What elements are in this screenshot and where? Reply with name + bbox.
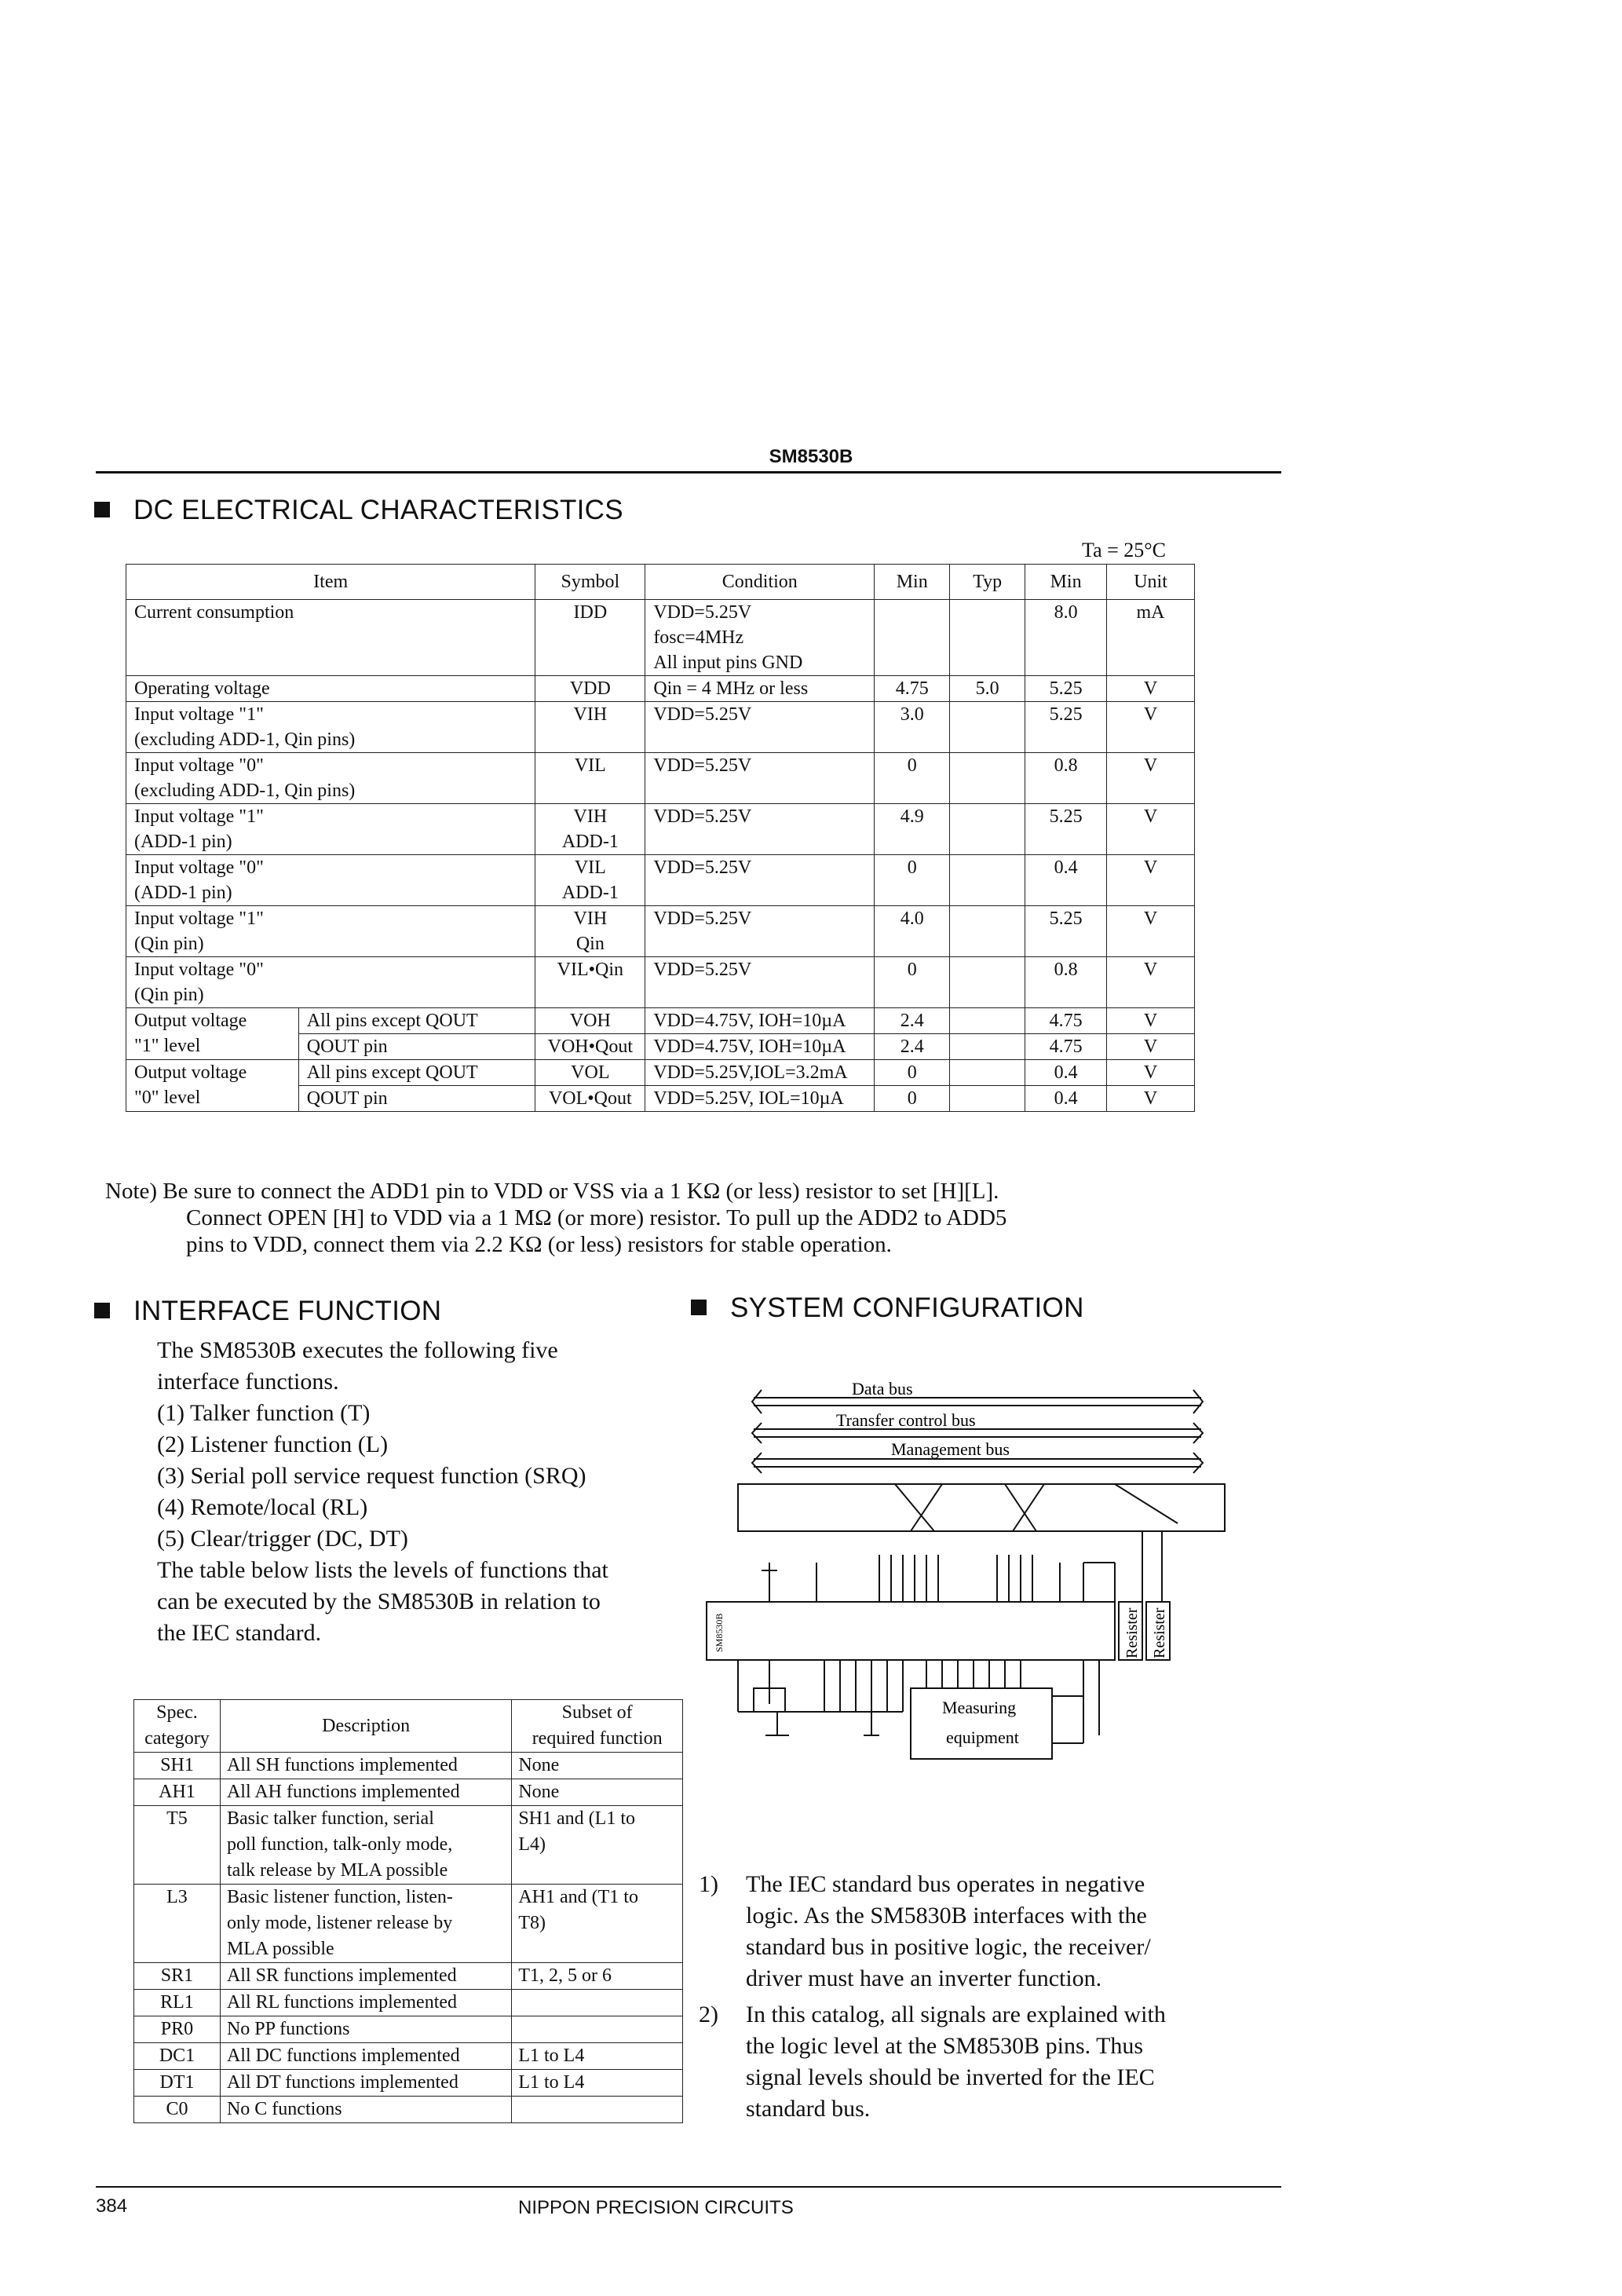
- system-configuration-diagram: [691, 1366, 1272, 1830]
- iec-spec: SR1: [134, 1963, 221, 1990]
- dc-condition: VDD=5.25V: [645, 906, 875, 957]
- iec-spec: DC1: [134, 2043, 221, 2070]
- dc-max: 8.0: [1025, 600, 1107, 676]
- header-rule: [96, 471, 1281, 473]
- register-label-2: Resister: [1151, 1607, 1168, 1658]
- dc-item: Current consumption: [126, 600, 535, 676]
- dc-min: 4.75: [875, 676, 950, 702]
- iec-spec: RL1: [134, 1990, 221, 2016]
- dc-max: 4.75: [1025, 1034, 1107, 1060]
- iec-description: No PP functions: [220, 2016, 511, 2043]
- dc-unit: V: [1107, 1086, 1195, 1112]
- dc-max: 0.8: [1025, 957, 1107, 1008]
- dc-symbol: VOH•Qout: [535, 1034, 645, 1060]
- dc-header-cell: Item: [126, 565, 535, 600]
- system-notes: [699, 1869, 1272, 2130]
- iec-row: [134, 1779, 683, 1806]
- management-bus-label: Management bus: [891, 1439, 1010, 1459]
- dc-symbol: VDD: [535, 676, 645, 702]
- dc-condition: VDD=4.75V, IOH=10µA: [645, 1034, 875, 1060]
- iec-subset: L1 to L4: [512, 2043, 683, 2070]
- dc-symbol: IDD: [535, 600, 645, 676]
- dc-condition: VDD=5.25V,IOL=3.2mA: [645, 1060, 875, 1086]
- iec-subset: T1, 2, 5 or 6: [512, 1963, 683, 1990]
- iec-row: [134, 2043, 683, 2070]
- dc-typ: [950, 1008, 1025, 1034]
- dc-condition: VDD=4.75V, IOH=10µA: [645, 1008, 875, 1034]
- dc-condition: VDD=5.25V: [645, 702, 875, 753]
- dc-typ: 5.0: [950, 676, 1025, 702]
- iec-header-cell: Description: [220, 1700, 511, 1753]
- iec-row: [134, 1885, 683, 1963]
- dc-header-cell: Condition: [645, 565, 875, 600]
- iec-row: [134, 2016, 683, 2043]
- dc-unit: V: [1107, 1008, 1195, 1034]
- part-number-header: SM8530B: [769, 446, 853, 467]
- dc-condition: VDD=5.25V, IOL=10µA: [645, 1086, 875, 1112]
- dc-symbol: VIL•Qin: [535, 957, 645, 1008]
- iec-spec: PR0: [134, 2016, 221, 2043]
- dc-min: 0: [875, 855, 950, 906]
- iec-row: [134, 2097, 683, 2123]
- transfer-bus-label: Transfer control bus: [836, 1410, 976, 1430]
- iec-description: No C functions: [220, 2097, 511, 2123]
- equipment-label: equipment: [946, 1727, 1019, 1747]
- dc-row: [126, 804, 1195, 855]
- interface-description: [157, 1335, 699, 1649]
- iec-subset: SH1 and (L1 to L4): [512, 1806, 683, 1885]
- dc-item: Input voltage "1" (Qin pin): [126, 906, 535, 957]
- iec-subset: None: [512, 1779, 683, 1806]
- section-bullet-icon: [94, 502, 110, 517]
- dc-min: 4.9: [875, 804, 950, 855]
- section-bullet-icon: [94, 1303, 110, 1318]
- dc-output-sub: QOUT pin: [298, 1086, 535, 1112]
- iec-row: [134, 1963, 683, 1990]
- dc-symbol: VIL ADD-1: [535, 855, 645, 906]
- interface-section-title: INTERFACE FUNCTION: [94, 1296, 441, 1327]
- chip-label: SM8530B: [714, 1613, 725, 1652]
- dc-output-group: Output voltage "1" level: [126, 1008, 299, 1060]
- dc-unit: V: [1107, 957, 1195, 1008]
- dc-max: 5.25: [1025, 906, 1107, 957]
- dc-section-title: DC ELECTRICAL CHARACTERISTICS: [94, 495, 623, 526]
- iec-spec: L3: [134, 1885, 221, 1963]
- iec-description: All RL functions implemented: [220, 1990, 511, 2016]
- dc-item: Input voltage "1" (ADD-1 pin): [126, 804, 535, 855]
- dc-min: 4.0: [875, 906, 950, 957]
- dc-unit: V: [1107, 855, 1195, 906]
- dc-item: Input voltage "0" (Qin pin): [126, 957, 535, 1008]
- dc-output-sub: QOUT pin: [298, 1034, 535, 1060]
- dc-output-row: [126, 1060, 1195, 1086]
- dc-unit: V: [1107, 753, 1195, 804]
- dc-condition: Qin = 4 MHz or less: [645, 676, 875, 702]
- iec-header-cell: Spec. category: [134, 1700, 221, 1753]
- dc-unit: V: [1107, 804, 1195, 855]
- dc-typ: [950, 1060, 1025, 1086]
- iec-description: Basic talker function, serial poll function, talk-only mode, talk release by MLA possible: [220, 1806, 511, 1885]
- dc-typ: [950, 1086, 1025, 1112]
- footer-rule: [96, 2186, 1281, 2188]
- dc-item: Operating voltage: [126, 676, 535, 702]
- dc-typ: [950, 702, 1025, 753]
- system-note-text: The IEC standard bus operates in negative logic. As the SM5830B interfaces with the standard bus in positive logic, the receiver/ driver must have an inverter function.: [746, 1871, 1151, 1991]
- system-note-number: 2): [699, 2002, 718, 2027]
- dc-unit: V: [1107, 1060, 1195, 1086]
- dc-min: 2.4: [875, 1034, 950, 1060]
- dc-characteristics-table: [126, 564, 1195, 1112]
- iec-description: All DT functions implemented: [220, 2070, 511, 2097]
- interface-line: (2) Listener function (L): [157, 1431, 389, 1457]
- dc-header-cell: Min: [875, 565, 950, 600]
- iec-header-cell: Subset of required function: [512, 1700, 683, 1753]
- company-name: NIPPON PRECISION CIRCUITS: [518, 2197, 794, 2218]
- dc-condition: VDD=5.25V: [645, 855, 875, 906]
- iec-description: All SH functions implemented: [220, 1753, 511, 1779]
- dc-item: Input voltage "1" (excluding ADD-1, Qin pins): [126, 702, 535, 753]
- dc-row: [126, 600, 1195, 676]
- system-section-title: SYSTEM CONFIGURATION: [691, 1292, 1084, 1324]
- dc-note-line: Note) Be sure to connect the ADD1 pin to VDD or VSS via a 1 KΩ (or less) resistor to set [H][L].: [105, 1179, 999, 1204]
- iec-spec: AH1: [134, 1779, 221, 1806]
- iec-spec: DT1: [134, 2070, 221, 2097]
- interface-line: (1) Talker function (T): [157, 1400, 371, 1426]
- dc-symbol: VIH Qin: [535, 906, 645, 957]
- dc-row: [126, 957, 1195, 1008]
- iec-function-table: [133, 1699, 683, 2123]
- dc-typ: [950, 855, 1025, 906]
- dc-min: 3.0: [875, 702, 950, 753]
- iec-subset: [512, 1990, 683, 2016]
- interface-line: the IEC standard.: [157, 1620, 322, 1646]
- dc-output-group: Output voltage "0" level: [126, 1060, 299, 1112]
- dc-output-sub: All pins except QOUT: [298, 1008, 535, 1034]
- dc-min: [875, 600, 950, 676]
- dc-unit: V: [1107, 1034, 1195, 1060]
- dc-note: [105, 1178, 1267, 1258]
- iec-description: Basic listener function, listen- only mode, listener release by MLA possible: [220, 1885, 511, 1963]
- measuring-label: Measuring: [942, 1698, 1017, 1717]
- dc-max: 0.8: [1025, 753, 1107, 804]
- dc-min: 0: [875, 1086, 950, 1112]
- iec-row: [134, 1990, 683, 2016]
- dc-min: 0: [875, 957, 950, 1008]
- dc-header-cell: Typ: [950, 565, 1025, 600]
- interface-line: (5) Clear/trigger (DC, DT): [157, 1526, 408, 1552]
- interface-line: (4) Remote/local (RL): [157, 1494, 368, 1520]
- dc-symbol: VIH: [535, 702, 645, 753]
- dc-min: 2.4: [875, 1008, 950, 1034]
- dc-condition: VDD=5.25V: [645, 753, 875, 804]
- dc-unit: V: [1107, 702, 1195, 753]
- register-label-1: Resister: [1123, 1607, 1141, 1658]
- iec-subset: None: [512, 1753, 683, 1779]
- iec-description: All DC functions implemented: [220, 2043, 511, 2070]
- dc-max: 0.4: [1025, 1086, 1107, 1112]
- dc-typ: [950, 957, 1025, 1008]
- dc-condition: VDD=5.25V: [645, 804, 875, 855]
- dc-typ: [950, 906, 1025, 957]
- dc-output-row: [126, 1008, 1195, 1034]
- dc-note-line: Connect OPEN [H] to VDD via a 1 MΩ (or more) resistor. To pull up the ADD2 to ADD5: [186, 1205, 1007, 1230]
- iec-header-row: [134, 1700, 683, 1753]
- iec-spec: T5: [134, 1806, 221, 1885]
- dc-typ: [950, 753, 1025, 804]
- iec-description: All SR functions implemented: [220, 1963, 511, 1990]
- dc-header-cell: Symbol: [535, 565, 645, 600]
- system-note: [699, 1869, 1272, 1994]
- dc-output-sub: All pins except QOUT: [298, 1060, 535, 1086]
- dc-symbol: VIH ADD-1: [535, 804, 645, 855]
- system-note-text: In this catalog, all signals are explained with the logic level at the SM8530B pins. Thus signal levels should be inverted for the IEC standard bus.: [746, 2002, 1166, 2122]
- section-bullet-icon: [691, 1300, 707, 1315]
- dc-row: [126, 855, 1195, 906]
- dc-typ: [950, 1034, 1025, 1060]
- dc-unit: V: [1107, 676, 1195, 702]
- iec-description: All AH functions implemented: [220, 1779, 511, 1806]
- dc-unit: V: [1107, 906, 1195, 957]
- dc-max: 4.75: [1025, 1008, 1107, 1034]
- dc-item: Input voltage "0" (ADD-1 pin): [126, 855, 535, 906]
- iec-row: [134, 2070, 683, 2097]
- dc-item: Input voltage "0" (excluding ADD-1, Qin pins): [126, 753, 535, 804]
- page-number: 384: [96, 2195, 128, 2217]
- ambient-temperature: Ta = 25°C: [1082, 539, 1167, 561]
- dc-unit: mA: [1107, 600, 1195, 676]
- dc-min: 0: [875, 753, 950, 804]
- dc-typ: [950, 804, 1025, 855]
- interface-line: can be executed by the SM8530B in relation to: [157, 1589, 601, 1614]
- dc-symbol: VIL: [535, 753, 645, 804]
- iec-subset: [512, 2097, 683, 2123]
- iec-spec: C0: [134, 2097, 221, 2123]
- dc-symbol: VOH: [535, 1008, 645, 1034]
- dc-row: [126, 753, 1195, 804]
- iec-subset: L1 to L4: [512, 2070, 683, 2097]
- dc-symbol: VOL•Qout: [535, 1086, 645, 1112]
- data-bus-label: Data bus: [852, 1379, 913, 1398]
- interface-line: The SM8530B executes the following five: [157, 1337, 558, 1363]
- dc-max: 5.25: [1025, 804, 1107, 855]
- dc-typ: [950, 600, 1025, 676]
- dc-header-cell: Min: [1025, 565, 1107, 600]
- dc-row: [126, 906, 1195, 957]
- dc-note-line: pins to VDD, connect them via 2.2 KΩ (or less) resistors for stable operation.: [186, 1232, 892, 1257]
- iec-spec: SH1: [134, 1753, 221, 1779]
- system-note-number: 1): [699, 1871, 718, 1897]
- dc-max: 5.25: [1025, 702, 1107, 753]
- dc-max: 0.4: [1025, 1060, 1107, 1086]
- dc-condition: VDD=5.25V fosc=4MHz All input pins GND: [645, 600, 875, 676]
- dc-min: 0: [875, 1060, 950, 1086]
- dc-header-cell: Unit: [1107, 565, 1195, 600]
- iec-subset: AH1 and (T1 to T8): [512, 1885, 683, 1963]
- dc-condition: VDD=5.25V: [645, 957, 875, 1008]
- system-note: [699, 1999, 1272, 2125]
- dc-row: [126, 676, 1195, 702]
- dc-max: 5.25: [1025, 676, 1107, 702]
- interface-line: The table below lists the levels of functions that: [157, 1557, 608, 1583]
- interface-line: interface functions.: [157, 1369, 339, 1395]
- dc-max: 0.4: [1025, 855, 1107, 906]
- iec-subset: [512, 2016, 683, 2043]
- iec-row: [134, 1806, 683, 1885]
- interface-line: (3) Serial poll service request function (SRQ): [157, 1463, 586, 1489]
- iec-row: [134, 1753, 683, 1779]
- dc-header-row: [126, 565, 1195, 600]
- dc-symbol: VOL: [535, 1060, 645, 1086]
- dc-row: [126, 702, 1195, 753]
